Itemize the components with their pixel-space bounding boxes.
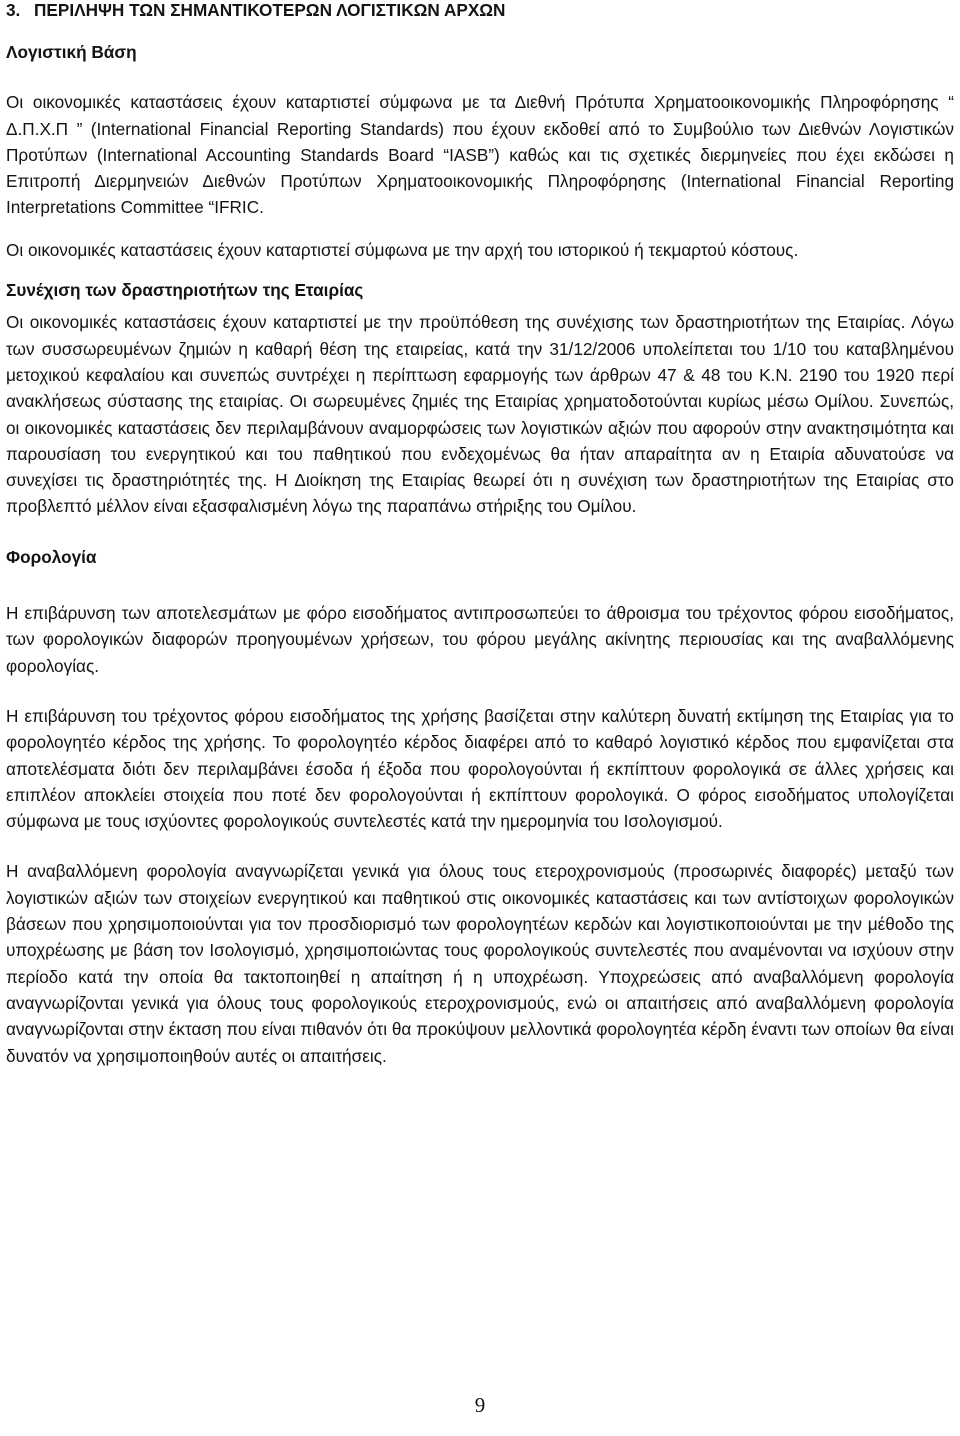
section-number: 3. [6, 0, 21, 20]
page-number: 9 [474, 1393, 486, 1417]
document-page [6, 0, 954, 1069]
taxation-paragraph-2: Η επιβάρυνση του τρέχοντος φόρου εισοδήματος της χρήσης βασίζεται στην καλύτερη δυνατή εκτίμηση της Εταιρίας για το φορολογητέο κέρδος της χρήσης. Το φορολογητέο κέρδος διαφέρει από το καθαρό λογιστικό κέρδος που εμφανίζεται στα αποτελέσματα διότι δεν περιλαμβάνει έσοδα ή έξοδα που φορολογούνται ή εκπίπτουν φορολογικά σε άλλες χρήσεις και επιπλέον αποκλείει στοιχεία που ποτέ δεν φορολογούνται ή εκπίπτουν φορολογικά. Ο φόρος εισοδήματος υπολογίζεται σύμφωνα με τους ισχύοντες φορολογικούς συντελεστές κατά την ημερομηνία του Ισολογισμού. [6, 705, 954, 832]
basis-paragraph-2: Οι οικονομικές καταστάσεις έχουν καταρτιστεί σύμφωνα με την αρχή του ιστορικού ή τεκμαρτού κόστους. [6, 239, 799, 260]
going-concern-heading: Συνέχιση των δραστηριοτήτων της Εταιρίας [6, 280, 364, 301]
taxation-heading: Φορολογία [6, 546, 97, 567]
basis-heading: Λογιστική Βάση [6, 42, 137, 62]
taxation-paragraph-1: Η επιβάρυνση των αποτελεσμάτων με φόρο εισοδήματος αντιπροσωπεύει το άθροισμα του τρέχοντος φόρου εισοδήματος, των φορολογικών διαφορών προηγουμένων χρήσεων, του φόρου μεγάλης ακίνητης περιουσίας και της αναβαλλόμενης φορολογίας. [6, 603, 954, 676]
section-title: ΠΕΡΙΛΗΨΗ ΤΩΝ ΣΗΜΑΝΤΙΚΟΤΕΡΩΝ ΛΟΓΙΣΤΙΚΩΝ ΑΡΧΩΝ [34, 0, 506, 20]
taxation-paragraph-3: Η αναβαλλόμενη φορολογία αναγνωρίζεται γενικά για όλους τους ετεροχρονισμούς (προσωρινές διαφορές) μεταξύ των λογιστικών αξιών των στοιχείων ενεργητικού και παθητικού στις οικονομικές καταστάσεις και των αντίστοιχων φορολογικών βάσεων που χρησιμοποιούνται για τον προσδιορισμό των φορολογητέων κερδών και λογιστικοποιούνται με την μέθοδο της υποχρέωσης με βάση τον Ισολογισμό, χρησιμοποιώντας τους φορολογικούς συντελεστές που αναμένονται να ισχύουν στην περίοδο κατά την οποία θα τακτοποιηθεί η απαίτηση ή η υποχρέωση. Υποχρεώσεις από αναβαλλόμενη φορολογία αναγνωρίζονται γενικά για όλους τους φορολογικούς ετεροχρονισμούς, ενώ οι απαιτήσεις από αναβαλλόμενη φορολογία αναγνωρίζονται στην έκταση που είναι πιθανόν ότι θα προκύψουν μελλοντικά φορολογητέα κέρδη έναντι των οποίων θα είναι δυνατόν να χρησιμοποιηθούν αυτές οι απαιτήσεις. [6, 861, 954, 1066]
basis-paragraph-1: Οι οικονομικές καταστάσεις έχουν καταρτιστεί σύμφωνα με τα Διεθνή Πρότυπα Χρηματοοικονομικής Πληροφόρησης “ Δ.Π.Χ.Π ” (International Financial Reporting Standards) που έχουν εκδοθεί από το Συμβούλιο των Διεθνών Λογιστικών Προτύπων (International Accounting Standards Board “IASB”) καθώς και τις σχετικές διερμηνείες που έχει εκδώσει η Επιτροπή Διερμηνειών Διεθνών Προτύπων Χρηματοοικονομικής Πληροφόρησης (International Financial Reporting Interpretations Committee “IFRIC. [6, 92, 954, 218]
going-concern-paragraph: Οι οικονομικές καταστάσεις έχουν καταρτιστεί με την προϋπόθεση της συνέχισης των δραστηριοτήτων της Εταιρίας. Λόγω των συσσωρευμένων ζημιών η καθαρή θέση της εταιρείας, κατά την 31/12/2006 υπολείπεται του 1/10 του καταβλημένου μετοχικού κεφαλαίου και συνεπώς συντρέχει η περίπτωση εφαρμογής των άρθρων 47 & 48 του Κ.Ν. 2190 του 1920 περί ανακλήσεως σύστασης της εταιρίας. Οι σωρευμένες ζημιές της Εταιρίας χρηματοδοτούνται κυρίως μέσω Ομίλου. Συνεπώς, οι οικονομικές καταστάσεις δεν περιλαμβάνουν αναμορφώσεις των λογιστικών αξιών που αφορούν στην ανακτησιμότητα και παρουσίαση του ενεργητικού και του παθητικού που ενδεχομένως θα ήταν απαραίτητα αν η Εταιρία αδυνατούσε να συνεχίσει τις δραστηριότητές της. Η Διοίκηση της Εταιρίας θεωρεί ότι η συνέχιση των δραστηριοτήτων της Εταιρίας στο προβλεπτό μέλλον είναι εξασφαλισμένη λόγω της παραπάνω στήριξης του Ομίλου. [6, 312, 954, 517]
section-heading [6, 0, 954, 23]
